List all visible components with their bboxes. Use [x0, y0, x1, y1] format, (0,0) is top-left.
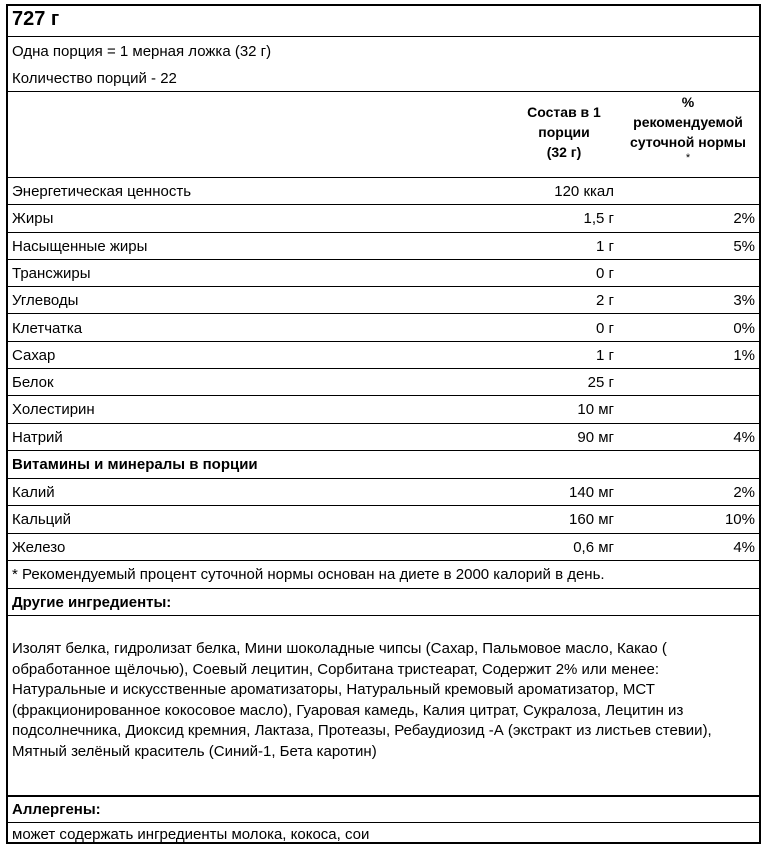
nutrient-amount: 1 г [596, 346, 614, 364]
nutrition-facts-panel [6, 4, 761, 844]
nutrient-amount: 10 мг [577, 401, 614, 419]
nutrient-daily-value: 3% [733, 292, 755, 310]
serving-size-row [8, 37, 759, 65]
product-weight-title: 727 г [12, 8, 60, 30]
mineral-amount: 0,6 мг [573, 538, 614, 556]
nutrient-row [8, 205, 759, 232]
footnote-text: * Рекомендуемый процент суточной нормы основан на диете в 2000 калорий в день. [12, 566, 605, 583]
mineral-name: Железо [12, 538, 66, 556]
nutrient-name: Белок [12, 374, 54, 392]
nutrient-row [8, 178, 759, 205]
servings-count-text: Количество порций - 22 [12, 70, 177, 87]
nutrient-row [8, 369, 759, 396]
nutrient-daily-value: 1% [733, 346, 755, 364]
nutrient-name: Клетчатка [12, 319, 83, 337]
nutrient-amount: 120 ккал [554, 183, 614, 200]
nutrient-row [8, 260, 759, 287]
mineral-row [8, 479, 759, 506]
serving-size-text: Одна порция = 1 мерная ложка (32 г) [12, 43, 272, 60]
nutrient-name: Жиры [12, 210, 54, 228]
mineral-daily-value: 2% [733, 484, 755, 501]
vitamins-header: Витамины и минералы в порции [12, 456, 258, 473]
nutrient-name: Трансжиры [12, 264, 91, 282]
nutrient-row [8, 315, 759, 342]
ingredients-section [8, 589, 759, 797]
vitamins-header-row [8, 451, 759, 479]
nutrient-name: Натрий [12, 428, 63, 446]
mineral-row [8, 534, 759, 561]
mineral-name: Калий [12, 484, 55, 501]
nutrient-amount: 0 г [596, 319, 614, 337]
nutrient-amount: 2 г [596, 292, 614, 310]
nutrient-row [8, 342, 759, 369]
ingredients-text: Изолят белка, гидролизат белка, Мини шоколадные чипсы (Сахар, Пальмовое масло, Какао ( обработанное щёлочью), Соевый лецитин, Сорбитана тристеарат, Содержит 2% или менее: Натуральные и искусственные ароматизаторы, Натуральный кремовый ароматизатор, МСТ (фракционированное кокосовое масло), Гуаровая камедь, Калия цитрат, Сукралоза, Лецитин из подсолнечника, Диоксид кремния, Лактаза, Протеазы, Ребаудиозид -А (экстракт из листьев стевии), Мятный зелёный краситель (Синий-1, Бета каротин) [12, 640, 712, 760]
amount-column-header: Состав в 1 порции (32 г) [527, 104, 601, 160]
mineral-name: Кальций [12, 511, 71, 529]
nutrient-amount: 1,5 г [583, 210, 614, 228]
mineral-amount: 160 мг [569, 511, 614, 529]
nutrient-row [8, 396, 759, 423]
daily-value-column-header: % рекомендуемой суточной нормы * [630, 94, 746, 164]
table-header-row [8, 92, 759, 178]
nutrient-amount: 25 г [587, 374, 614, 392]
title-row [8, 6, 759, 37]
nutrient-name: Углеводы [12, 292, 79, 310]
allergens-title-row [8, 797, 759, 823]
ingredients-divider [8, 615, 759, 616]
nutrient-name: Холестирин [12, 401, 95, 419]
nutrient-amount: 90 мг [577, 428, 614, 446]
nutrient-daily-value: 5% [733, 237, 755, 255]
servings-row [8, 65, 759, 92]
mineral-row [8, 506, 759, 533]
nutrient-row [8, 287, 759, 314]
nutrient-daily-value: 0% [733, 319, 755, 337]
nutrient-name: Сахар [12, 346, 56, 364]
footnote-row [8, 561, 759, 589]
ingredients-title: Другие ингредиенты: [12, 594, 172, 611]
nutrient-daily-value: 4% [733, 428, 755, 446]
allergens-title: Аллергены: [12, 801, 101, 818]
mineral-amount: 140 мг [569, 484, 614, 501]
mineral-daily-value: 4% [733, 538, 755, 556]
mineral-daily-value: 10% [724, 511, 755, 529]
nutrient-amount: 1 г [596, 237, 614, 255]
nutrient-row [8, 233, 759, 260]
nutrient-name: Насыщенные жиры [12, 237, 148, 255]
nutrient-row [8, 424, 759, 451]
allergens-text: может содержать ингредиенты молока, кокоса, сои [12, 826, 370, 843]
allergens-text-row [8, 823, 759, 844]
nutrient-name: Энергетическая ценность [12, 183, 192, 200]
nutrient-amount: 0 г [596, 264, 614, 282]
nutrient-daily-value: 2% [733, 210, 755, 228]
